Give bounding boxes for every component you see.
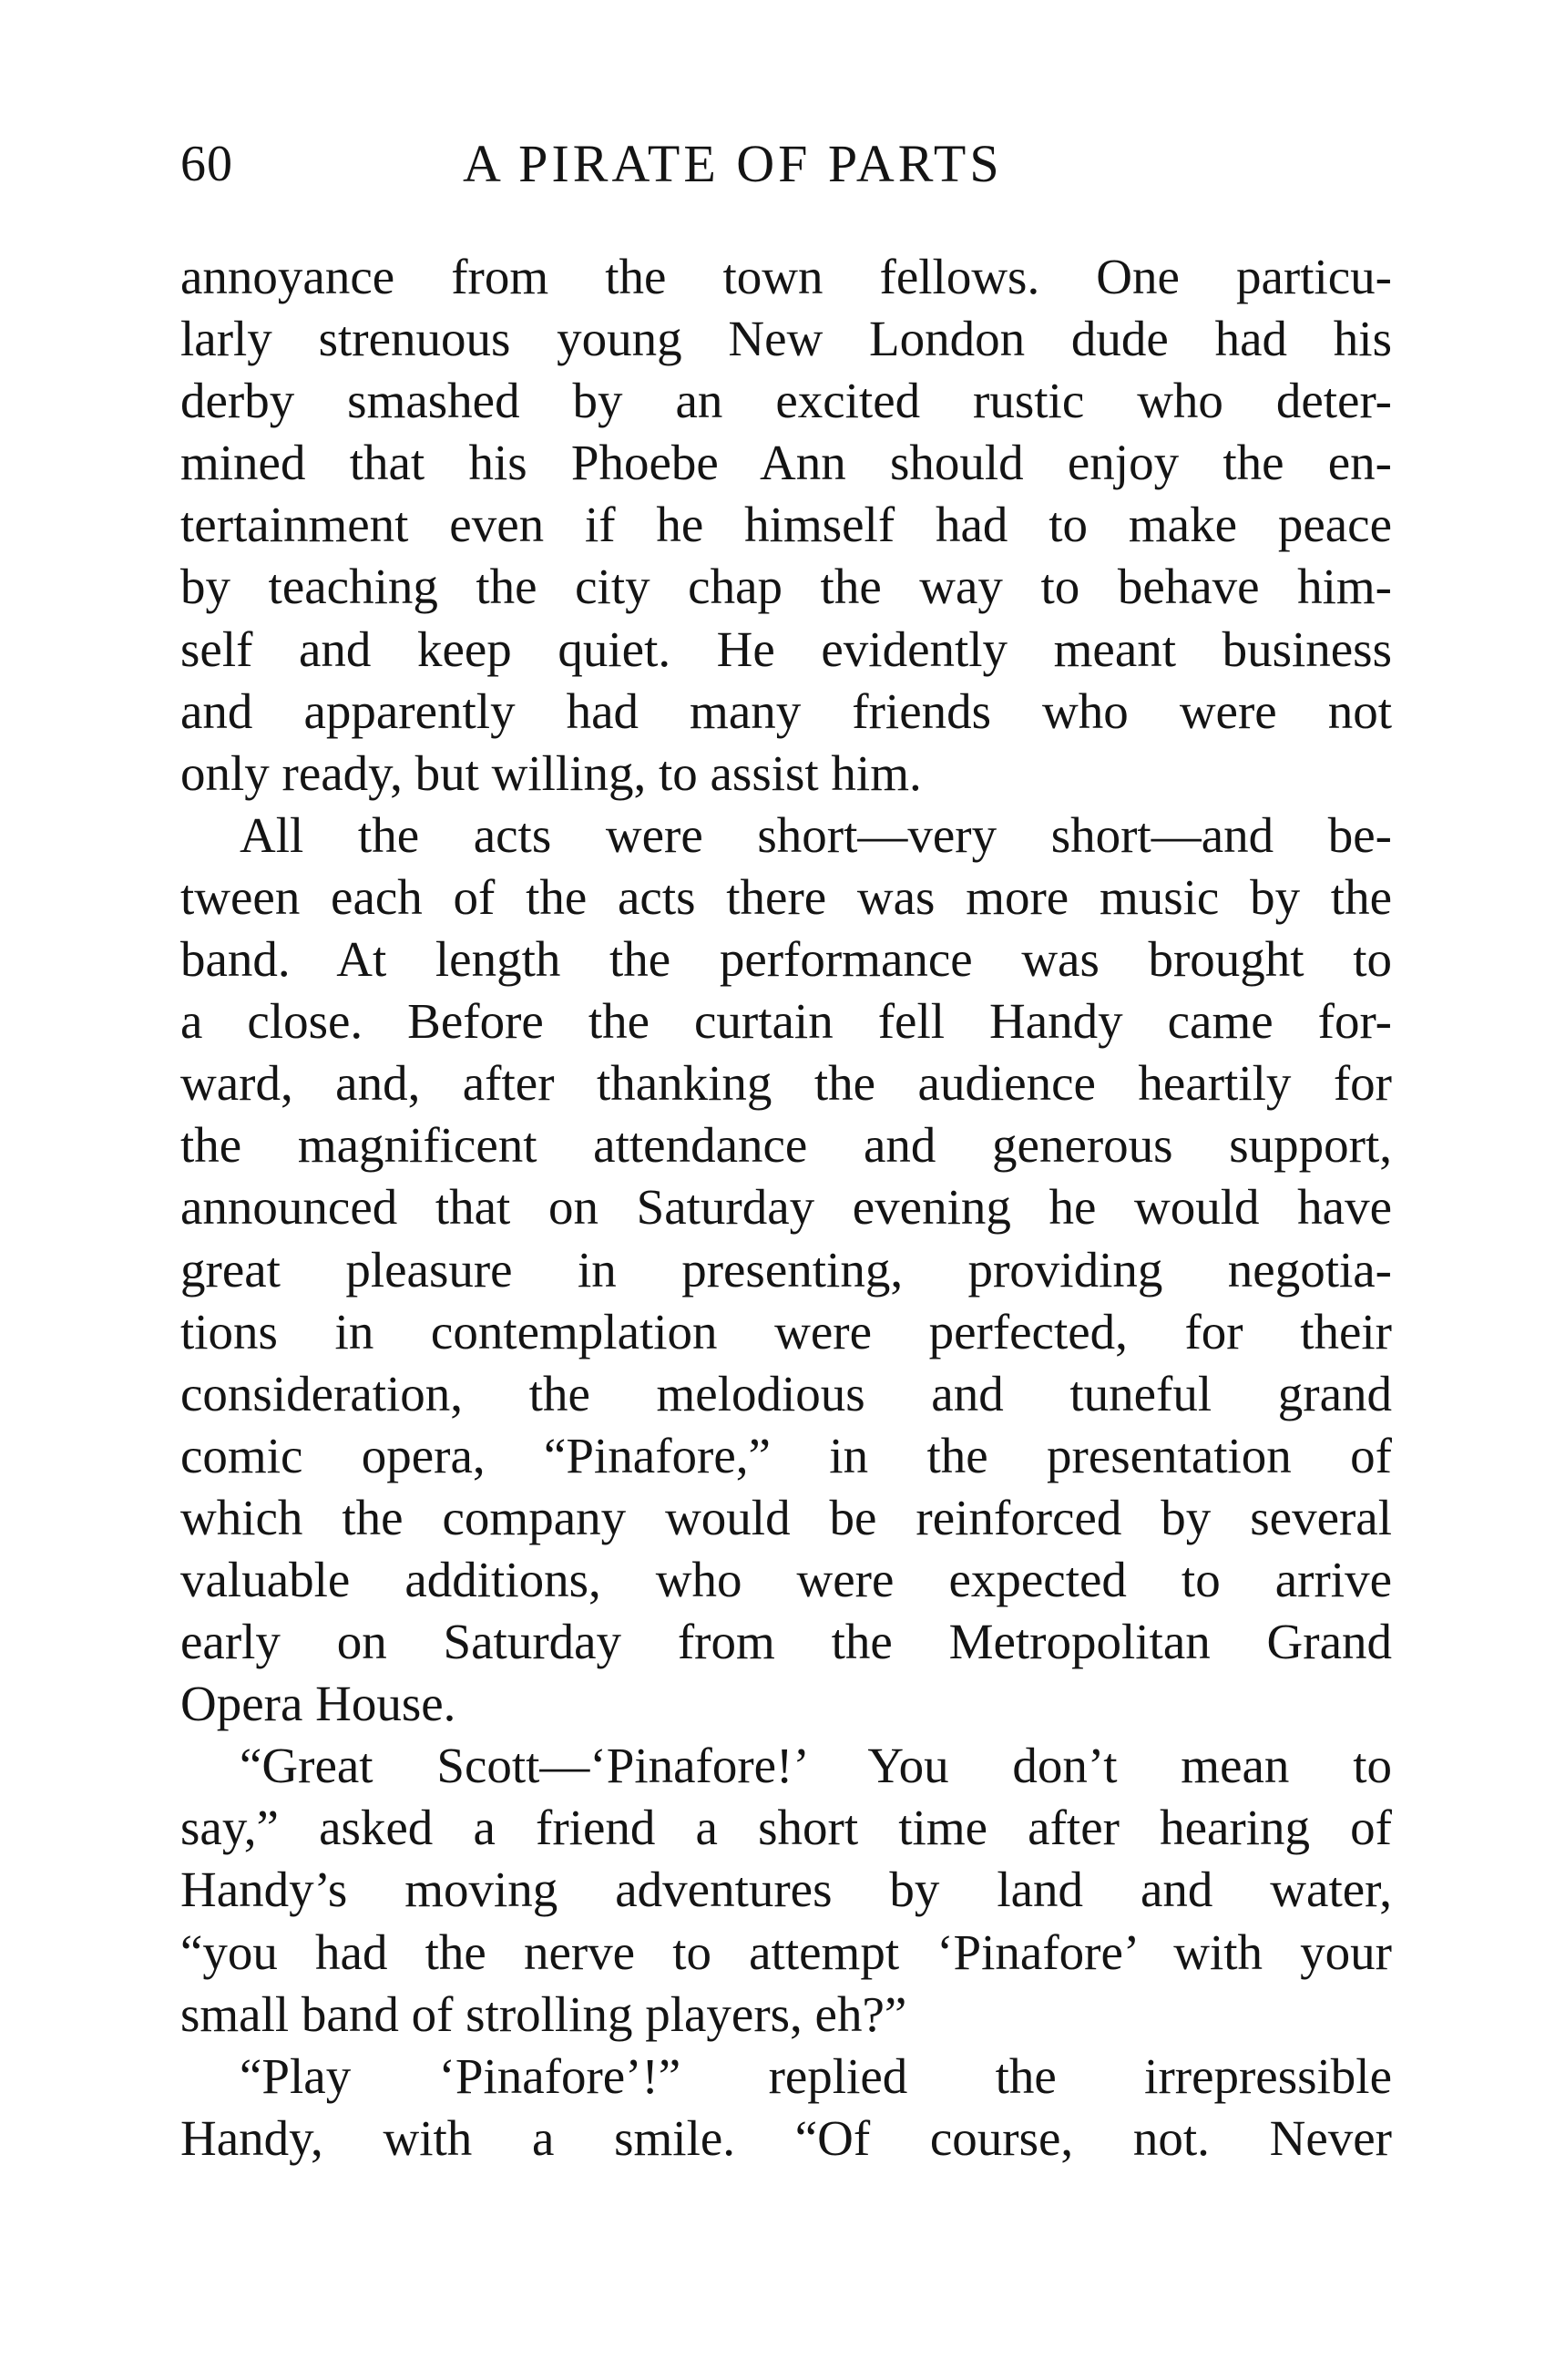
- text-line: only ready, but willing, to assist him.: [180, 744, 922, 801]
- text-line: and apparently had many friends who were not: [180, 682, 1392, 739]
- text-line: comic opera, “Pinafore,” in the presentation of: [180, 1427, 1392, 1483]
- paragraph-start-line: “Play ‘Pinafore’!” replied the irrepressible: [240, 2047, 1392, 2104]
- page-number: 60: [180, 136, 233, 192]
- text-line: great pleasure in presenting, providing negotia-: [180, 1241, 1392, 1298]
- text-line: derby smashed by an excited rustic who deter-: [180, 373, 1392, 429]
- text-line: announced that on Saturday evening he would have: [180, 1179, 1392, 1236]
- text-line: Handy’s moving adventures by land and water,: [180, 1862, 1392, 1918]
- paragraph-start-line: “Great Scott—‘Pinafore!’ You don’t mean to: [240, 1738, 1392, 1794]
- text-line: mined that his Phoebe Ann should enjoy the en-: [180, 435, 1392, 491]
- text-line: larly strenuous young New London dude had his: [180, 311, 1392, 367]
- text-line: by teaching the city chap the way to behave him-: [180, 559, 1392, 615]
- text-line: ward, and, after thanking the audience heartily for: [180, 1055, 1392, 1112]
- text-line: Handy, with a smile. “Of course, not. Never: [180, 2109, 1392, 2166]
- text-line: tween each of the acts there was more music by the: [180, 868, 1392, 925]
- text-line: Opera House.: [180, 1676, 456, 1732]
- paragraph-start-line: All the acts were short—very short—and be-: [240, 806, 1392, 863]
- text-line: self and keep quiet. He evidently meant business: [180, 621, 1392, 677]
- text-line: tertainment even if he himself had to make peace: [180, 497, 1392, 553]
- text-line: early on Saturday from the Metropolitan Grand: [180, 1614, 1392, 1670]
- text-line: “you had the nerve to attempt ‘Pinafore’ with your: [180, 1923, 1392, 1980]
- text-line: band. At length the performance was brought to: [180, 931, 1392, 988]
- running-title: A PIRATE OF PARTS: [463, 134, 1003, 193]
- text-line: tions in contemplation were perfected, for their: [180, 1303, 1392, 1359]
- text-line: small band of strolling players, eh?”: [180, 1985, 907, 2042]
- body-text: [180, 246, 1392, 2170]
- text-line: which the company would be reinforced by several: [180, 1489, 1392, 1545]
- text-line: annoyance from the town fellows. One particu-: [180, 249, 1392, 304]
- text-line: the magnificent attendance and generous support,: [180, 1117, 1392, 1174]
- text-line: a close. Before the curtain fell Handy came for-: [180, 993, 1392, 1050]
- text-line: valuable additions, who were expected to arrive: [180, 1551, 1392, 1607]
- text-line: say,” asked a friend a short time after hearing of: [180, 1800, 1392, 1856]
- text-line: consideration, the melodious and tuneful grand: [180, 1365, 1392, 1421]
- page-header: [180, 123, 1392, 205]
